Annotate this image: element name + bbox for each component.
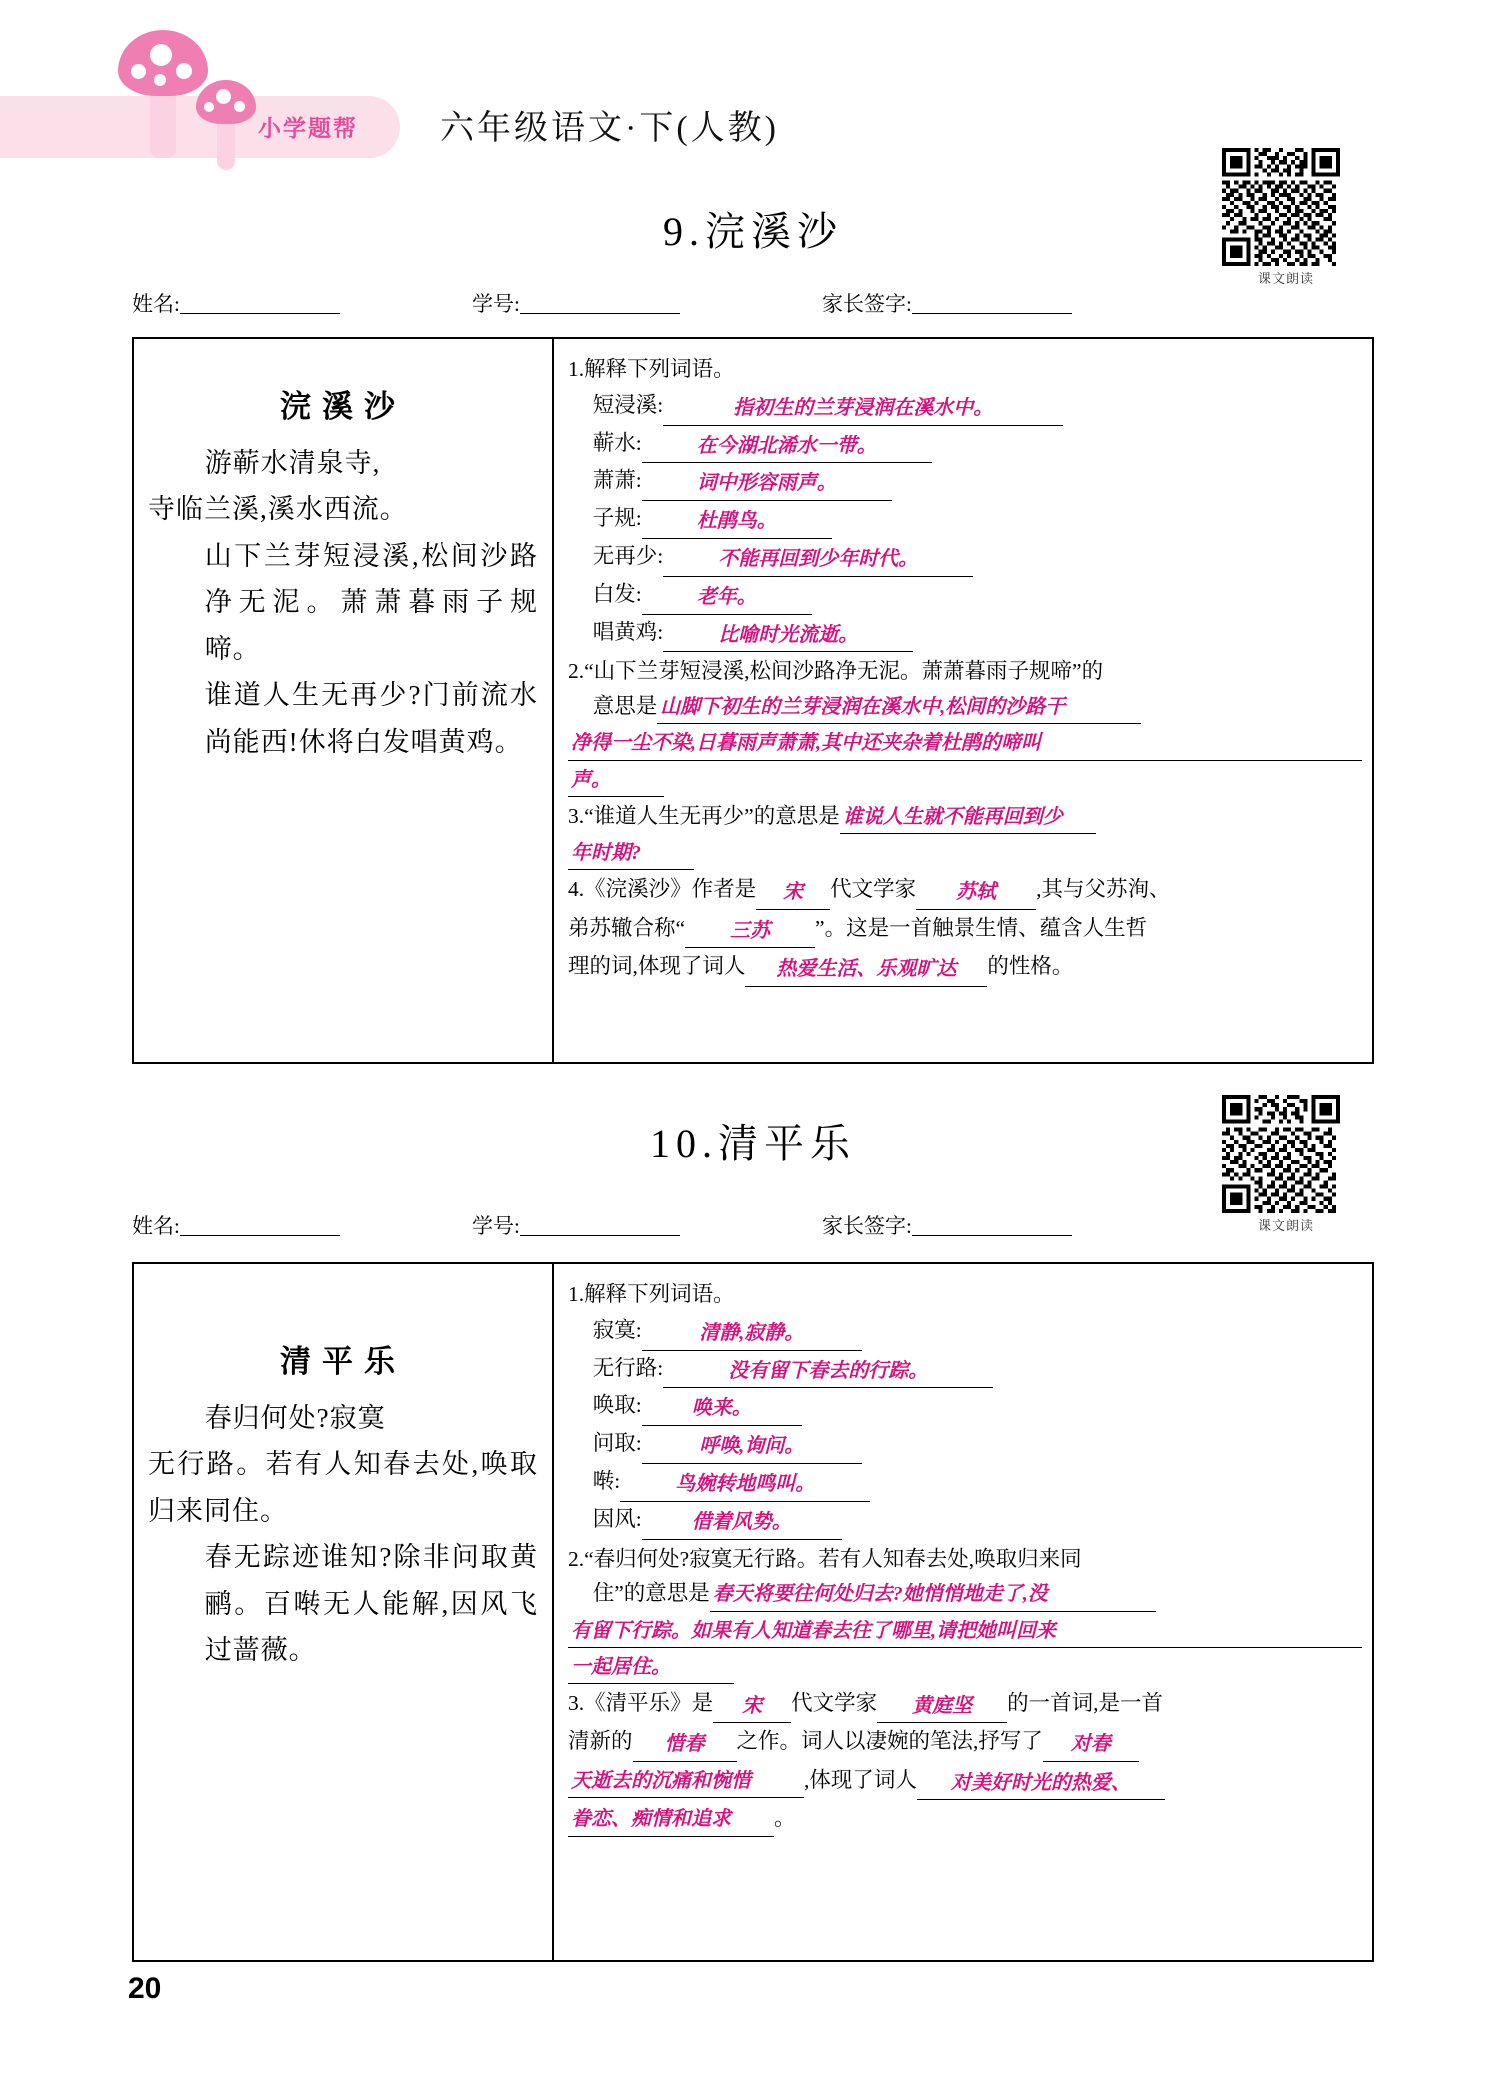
question-3-prompt-9: 3.“谁道人生无再少”的意思是 (568, 803, 840, 828)
vocab-term: 唱黄鸡: (592, 619, 664, 644)
vocab-item (568, 1426, 1356, 1464)
question-2-answer-row3-10 (568, 1650, 1356, 1684)
question-4-row3-9 (568, 950, 1356, 987)
question-3-row4-10 (568, 1802, 1356, 1836)
vocab-answer-blank[interactable] (620, 1466, 870, 1502)
student-fields-row-1 (132, 288, 1242, 322)
section-heading-10: 10.清平乐 (650, 1121, 856, 1166)
poem-panel-9 (134, 339, 554, 1062)
vocab-item (568, 1502, 1356, 1540)
vocab-answer: 杜鹃鸟。 (696, 510, 777, 533)
parent-signature-label-2: 家长签字: (822, 1214, 912, 1238)
vocab-answer-blank[interactable] (663, 541, 973, 577)
vocab-answer: 不能再回到少年时代。 (718, 547, 919, 570)
page-number: 20 (128, 1972, 162, 2005)
questions-panel-10 (554, 1264, 1372, 1960)
question-2-lead-9: 意思是 (592, 694, 658, 719)
student-id-field-1[interactable] (472, 288, 680, 318)
vocab-term: 蕲水: (592, 430, 642, 455)
poem-line: 春归何处?寂寞 (204, 1403, 386, 1433)
page-title: 六年级语文·下(人教) (440, 110, 779, 147)
student-id-input-2[interactable] (520, 1215, 680, 1236)
question-2-prompt-9: 2.“山下兰芽短浸溪,松间沙路净无泥。萧萧暮雨子规啼”的 (568, 659, 1104, 684)
vocab-term: 因风: (592, 1506, 642, 1531)
vocab-answer: 呼唤,询问。 (699, 1435, 805, 1458)
q3-text-p4: 清新的 (568, 1729, 633, 1754)
name-input-1[interactable] (180, 293, 340, 314)
name-input-2[interactable] (180, 1215, 340, 1236)
vocab-item (568, 501, 1356, 539)
q4-answer-character: 热爱生活、乐观旷达 (776, 958, 957, 981)
question-2-answer-row1-9 (568, 690, 1356, 724)
vocab-term: 啭: (592, 1468, 621, 1493)
question-3-row2-9 (568, 836, 1356, 870)
q4-text-p1: 4.《浣溪沙》作者是 (568, 877, 757, 902)
q3-answer-feeling-b[interactable]: 天逝去的沉痛和惋惜 (568, 1766, 804, 1798)
name-label-2: 姓名: (132, 1214, 180, 1238)
q3-answer-dynasty: 宋 (742, 1694, 763, 1717)
student-fields-row-2 (132, 1210, 1242, 1244)
question-2-answer-line2[interactable]: 净得一尘不染,日暮雨声萧萧,其中还夹杂着杜鹃的啼叫 (568, 728, 1362, 760)
q3-answer-theme: 惜春 (664, 1733, 705, 1756)
vocab-answer: 清静,寂静。 (699, 1321, 805, 1344)
q4-text-p4: 弟苏辙合称“ (568, 915, 686, 940)
vocab-answer-blank[interactable] (642, 428, 932, 464)
vocab-answer: 词中形容雨声。 (696, 472, 837, 495)
vocab-answer: 借着风势。 (691, 1510, 792, 1533)
q3-text-p7: ,体现了词人 (804, 1767, 917, 1792)
vocab-answer-blank[interactable] (642, 579, 812, 615)
vocab-item (568, 1464, 1356, 1502)
q4-text-p7: 的性格。 (987, 954, 1074, 979)
question-3-row1-10 (568, 1687, 1356, 1724)
vocab-item (568, 1313, 1356, 1351)
vocab-term: 萧萧: (592, 468, 642, 493)
question-2-answer-row1-10 (568, 1577, 1356, 1611)
exercise-box-10 (132, 1262, 1374, 1962)
page-header (0, 38, 1506, 147)
vocab-item (568, 615, 1356, 653)
parent-signature-field-1[interactable] (822, 288, 1072, 318)
poem-title-10: 清平乐 (280, 1344, 406, 1379)
vocab-answer-blank[interactable] (642, 465, 892, 501)
parent-signature-input-2[interactable] (912, 1215, 1072, 1236)
poem-line: 无行路。若有人知春去处,唤取归来同住。 (148, 1449, 538, 1526)
q3-text-p9: 。 (774, 1806, 796, 1831)
vocab-term: 白发: (592, 581, 642, 606)
parent-signature-input-1[interactable] (912, 293, 1072, 314)
q3-text-p5: 之作。词人以凄婉的笔法,抒写了 (736, 1729, 1043, 1754)
exercise-box-9 (132, 337, 1374, 1064)
poem-line: 春无踪迹谁知?除非问取黄鹂。百啭无人能解,因风飞过蔷薇。 (204, 1542, 538, 1666)
poem-line: 山下兰芽短浸溪,松间沙路净无泥。萧萧暮雨子规啼。 (204, 540, 538, 664)
vocab-answer: 老年。 (696, 585, 757, 608)
vocab-item (568, 1388, 1356, 1426)
vocab-answer: 唤来。 (691, 1397, 752, 1420)
question-2-answer-row2-9 (568, 726, 1356, 760)
qr-caption-2: 课文朗读 (1257, 1218, 1314, 1233)
question-2-answer-line1[interactable]: 春天将要往何处归去?她悄悄地走了,没 (710, 1579, 1156, 1611)
question-4-row2-9 (568, 912, 1356, 949)
q4-blank-character[interactable] (745, 952, 987, 987)
q3-text-p2: 代文学家 (791, 1690, 878, 1715)
question-3-row1-9 (568, 800, 1356, 834)
q4-text-p5: ”。这是一首触景生情、蕴含人生哲 (815, 915, 1148, 940)
name-field-1[interactable] (132, 288, 340, 318)
q3-blank-author[interactable] (877, 1689, 1007, 1724)
vocab-answer: 指初生的兰芽浸润在溪水中。 (733, 396, 994, 419)
vocab-answer: 鸟婉转地鸣叫。 (675, 1472, 816, 1495)
parent-signature-label-1: 家长签字: (822, 292, 912, 316)
vocab-answer-blank[interactable] (642, 1390, 802, 1426)
vocab-item (568, 388, 1356, 426)
q3-answer-feeling-a: 对春 (1070, 1733, 1111, 1756)
name-label-1: 姓名: (132, 292, 180, 316)
q4-answer-sansu: 三苏 (730, 919, 771, 942)
question-2-answer-line3[interactable]: 声。 (568, 765, 664, 797)
vocab-answer-blank[interactable] (642, 1428, 862, 1464)
vocab-answer-blank[interactable] (642, 1504, 842, 1540)
question-2-answer-line1[interactable]: 山脚下初生的兰芽浸润在溪水中,松间的沙路干 (657, 692, 1141, 724)
question-3-row2-10 (568, 1725, 1356, 1762)
q4-answer-author: 苏轼 (956, 881, 997, 904)
poem-line: 寺临兰溪,溪水西流。 (148, 494, 408, 525)
question-4-row1-9 (568, 873, 1356, 910)
q4-answer-dynasty: 宋 (783, 881, 804, 904)
question-3-answer-line1[interactable]: 谁说人生就不能再回到少 (840, 802, 1096, 834)
poem-body-9 (148, 440, 538, 765)
vocab-answer-blank[interactable] (642, 503, 832, 539)
question-2-answer-line3[interactable]: 一起居住。 (568, 1652, 734, 1684)
poem-panel-10 (134, 1264, 554, 1960)
question-2-prompt-10: 2.“春归何处?寂寞无行路。若有人知春去处,唤取归来同 (568, 1546, 1082, 1571)
q4-text-p6: 理的词,体现了词人 (568, 954, 746, 979)
vocab-term: 寂寞: (592, 1317, 642, 1342)
question-1-prompt-9: 1.解释下列词语。 (568, 357, 735, 381)
question-2-answer-row3-9 (568, 763, 1356, 797)
vocab-answer-blank[interactable] (663, 390, 1063, 426)
q3-answer-feeling-d[interactable]: 眷恋、痴情和追求 (568, 1804, 774, 1836)
q4-blank-author[interactable] (916, 875, 1036, 910)
section-heading-9: 9.浣溪沙 (663, 209, 843, 254)
qr-caption-1: 课文朗读 (1257, 271, 1314, 286)
vocab-answer-blank[interactable] (642, 1315, 862, 1351)
vocab-answer-blank[interactable] (663, 1353, 993, 1389)
name-field-2[interactable] (132, 1210, 340, 1240)
question-3-row3-10 (568, 1764, 1356, 1801)
q3-text-p3: 的一首词,是一首 (1007, 1690, 1164, 1715)
vocab-term: 短浸溪: (592, 392, 664, 417)
question-3-answer-line2[interactable]: 年时期? (568, 838, 694, 870)
vocab-answer: 没有留下春去的行踪。 (728, 1359, 929, 1382)
q3-answer-author: 黄庭坚 (912, 1694, 973, 1717)
vocab-term: 无行路: (592, 1355, 664, 1380)
mushroom-large-icon (118, 30, 208, 158)
question-2-answer-line2[interactable]: 有留下行踪。如果有人知道春去往了哪里,请把她叫回来 (568, 1616, 1362, 1648)
vocab-item (568, 463, 1356, 501)
vocab-item (568, 577, 1356, 615)
q3-blank-feeling-a[interactable] (1043, 1727, 1139, 1762)
student-id-input-1[interactable] (520, 293, 680, 314)
vocab-item (568, 539, 1356, 577)
q4-text-p2: 代文学家 (830, 877, 917, 902)
poem-title-9: 浣溪沙 (280, 389, 406, 424)
student-id-label-2: 学号: (472, 1214, 520, 1238)
student-id-label-1: 学号: (472, 292, 520, 316)
question-2-lead-10: 住”的意思是 (592, 1581, 710, 1606)
q3-answer-feeling-c: 对美好时光的热爱、 (950, 1771, 1131, 1794)
questions-panel-9 (554, 339, 1372, 1062)
question-1-prompt-10: 1.解释下列词语。 (568, 1282, 735, 1306)
poem-line: 谁道人生无再少?门前流水尚能西!休将白发唱黄鸡。 (204, 680, 538, 757)
q4-blank-dynasty[interactable] (756, 875, 830, 910)
q3-blank-feeling-c[interactable] (917, 1766, 1165, 1801)
vocab-term: 问取: (592, 1431, 642, 1456)
q3-blank-theme[interactable] (633, 1727, 737, 1762)
brand-label: 小学题帮 (258, 115, 358, 141)
vocab-item (568, 1351, 1356, 1389)
vocab-term: 无再少: (592, 543, 664, 568)
q3-blank-dynasty[interactable] (713, 1689, 791, 1724)
vocab-item (568, 426, 1356, 464)
vocab-term: 子规: (592, 506, 642, 531)
vocab-answer-blank[interactable] (663, 617, 913, 653)
poem-body-10 (148, 1395, 538, 1674)
vocab-term: 唤取: (592, 1393, 642, 1418)
parent-signature-field-2[interactable] (822, 1210, 1072, 1240)
question-2-answer-row2-10 (568, 1614, 1356, 1648)
poem-line: 游蕲水清泉寺, (204, 448, 381, 478)
mushroom-small-icon (196, 80, 256, 170)
student-id-field-2[interactable] (472, 1210, 680, 1240)
q3-text-p1: 3.《清平乐》是 (568, 1690, 714, 1715)
q4-blank-sansu[interactable] (685, 914, 815, 949)
vocab-answer: 比喻时光流逝。 (718, 623, 859, 646)
q4-text-p3: ,其与父苏洵、 (1036, 877, 1171, 902)
vocab-answer: 在今湖北浠水一带。 (696, 434, 877, 457)
